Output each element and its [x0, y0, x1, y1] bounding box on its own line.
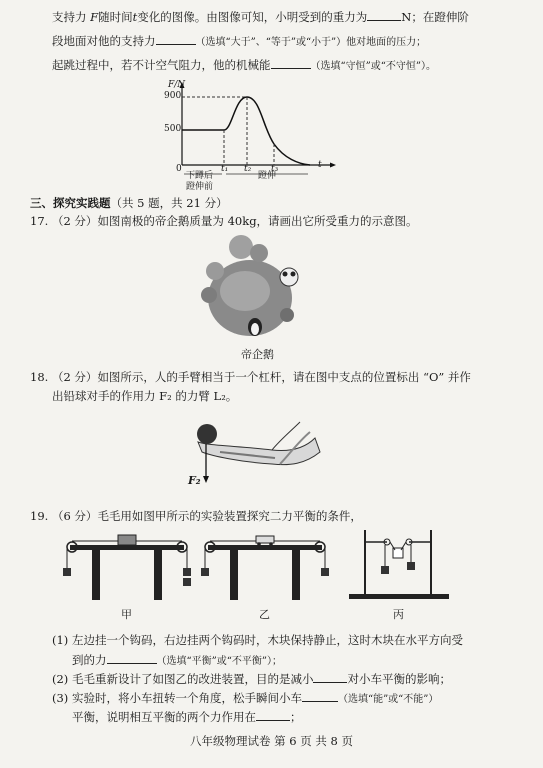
question-number: 18.	[30, 370, 49, 384]
text: 变化的图像。由图像可知，小明受到的重力为	[137, 10, 368, 24]
forearm	[198, 438, 320, 465]
table-leg-right	[154, 550, 162, 600]
q19-sub3-line1	[52, 689, 438, 708]
question-text: 毛毛用如图甲所示的实验装置探究二力平衡的条件，	[97, 509, 362, 523]
answer-blank-can-balance[interactable]	[302, 689, 338, 702]
text: （选填“守恒”或“不守恒”）。	[310, 61, 436, 72]
caption-yi: 乙	[259, 608, 270, 621]
y-tick-900: 900	[164, 91, 182, 101]
question-text: （选填“平衡”或“不平衡”）；	[156, 656, 282, 667]
force-f2-label: F₂	[188, 474, 201, 487]
y-axis-label: F/N	[168, 80, 186, 90]
var-F: F	[90, 10, 99, 24]
emperor-penguin-figure	[195, 233, 310, 341]
q16-line-3	[52, 56, 436, 75]
weight-right	[321, 568, 329, 576]
question-text: 到的力	[72, 653, 107, 667]
emperor-penguin-belly	[251, 323, 259, 335]
question-text: 平衡，说明相互平衡的两个力作用在	[72, 710, 256, 724]
question-text: 如图所示，人的手臂相当于一个杠杆，请在图中支点的位置标出 “O” 并作	[97, 370, 471, 384]
table-top	[208, 545, 322, 550]
answer-blank-gravity[interactable]	[367, 8, 401, 21]
text: 起跳过程中，若不计空气阻力，他的机械能	[52, 58, 271, 72]
panda-eye-right	[291, 272, 296, 277]
text: 随时间	[98, 10, 133, 24]
phase-left-label-1: 下蹲后	[186, 171, 214, 181]
question-number: 17.	[30, 214, 49, 228]
question-text: 对小车平衡的影响；	[347, 672, 451, 686]
weight-left	[201, 568, 209, 576]
q19-sub2	[52, 670, 451, 687]
question-score: （2 分）	[51, 214, 98, 228]
x-tick-t3: t₃	[271, 164, 279, 174]
question-text: （选填“能”或“不能”）	[337, 694, 439, 705]
x-axis-label: t	[318, 160, 322, 170]
apparatus-jia	[62, 532, 192, 602]
force-f2-arrowhead	[203, 476, 209, 483]
caption-jia: 甲	[121, 608, 132, 621]
apparatus-yi	[200, 532, 330, 602]
x-axis-arrow	[330, 163, 336, 168]
answer-blank-reduce[interactable]	[313, 670, 347, 683]
base-plate	[349, 594, 449, 599]
answer-blank-support-force[interactable]	[156, 32, 196, 45]
text: 段地面对他的支持力	[52, 34, 156, 48]
cart-wheel-left	[257, 542, 261, 546]
weight-right-2	[183, 578, 191, 586]
q16-line-2	[52, 32, 426, 51]
question-score: （6 分）	[51, 509, 98, 523]
arm-lever-figure	[180, 412, 330, 492]
section-title: 三、探究实践题	[30, 196, 111, 210]
globe-highlight	[220, 271, 270, 311]
section-subtitle: （共 5 题，共 21 分）	[110, 196, 228, 210]
panda	[280, 268, 298, 286]
phase-right-label: 蹬伸	[258, 171, 277, 181]
animal-right-bottom	[280, 308, 294, 322]
question-text: ；	[290, 710, 302, 724]
text: 支持力	[52, 10, 87, 24]
text: N；在蹬伸阶	[401, 10, 469, 24]
text: （选填“大于”、“等于”或“小于”）他对地面的压力；	[195, 37, 427, 48]
cart-wheel-right	[269, 542, 273, 546]
q19-sub1-line1	[52, 632, 463, 648]
q18-prompt-1	[30, 369, 471, 385]
force-curve	[182, 97, 310, 165]
table-leg-left	[230, 550, 238, 600]
penguin-caption: 帝企鹅	[241, 348, 274, 361]
weight-left	[63, 568, 71, 576]
weight-right	[407, 562, 415, 570]
q16-line-1	[52, 8, 469, 25]
y-tick-500: 500	[164, 124, 182, 134]
phase-left-label-2: 蹬伸前	[186, 182, 214, 192]
table-leg-left	[92, 550, 100, 600]
shot-put-ball	[197, 424, 217, 444]
apparatus-bing	[345, 522, 455, 602]
table-top	[70, 545, 184, 550]
q17-prompt	[30, 213, 418, 229]
animal-left	[201, 287, 217, 303]
panda-eye-left	[283, 272, 288, 277]
q19-prompt	[30, 508, 362, 524]
origin-label: 0	[176, 164, 182, 174]
x-tick-t1: t₁	[221, 164, 229, 174]
question-text: 出铅球对手的作用力 F₂ 的力臂 L₂。	[52, 389, 238, 403]
var-t: t	[132, 10, 138, 24]
caption-bing: 丙	[393, 608, 404, 621]
q18-prompt-2	[52, 388, 237, 404]
answer-blank-balance[interactable]	[107, 651, 157, 664]
animal-top-right	[250, 244, 268, 262]
x-tick-t2: t₂	[244, 164, 252, 174]
weight-left	[381, 566, 389, 574]
question-text: 如图南极的帝企鹅质量为 40kg，请画出它所受重力的示意图。	[97, 214, 418, 228]
section-heading	[30, 195, 228, 211]
answer-blank-mechanical-energy[interactable]	[271, 56, 311, 69]
q19-sub3-line2	[72, 708, 302, 725]
weight-right-1	[183, 568, 191, 576]
small-cart	[256, 536, 274, 543]
animal-left-top	[206, 262, 224, 280]
table-leg-right	[292, 550, 300, 600]
question-number: 19.	[30, 509, 49, 523]
question-text: (1) 左边挂一个钩码，右边挂两个钩码时，木块保持静止，这时木块在水平方向受	[52, 633, 463, 647]
page-footer: 八年级物理试卷 第 6 页 共 8 页	[189, 734, 354, 748]
answer-blank-same-line[interactable]	[256, 708, 290, 721]
question-text: (2) 毛毛重新设计了如图乙的改进装置，目的是减小	[52, 672, 314, 686]
q19-sub1-line2	[72, 651, 282, 670]
wooden-block	[118, 535, 136, 545]
question-text: (3) 实验时，将小车扭转一个角度，松手瞬间小车	[52, 691, 302, 705]
question-score: （2 分）	[51, 370, 98, 384]
animal-top	[229, 235, 253, 259]
